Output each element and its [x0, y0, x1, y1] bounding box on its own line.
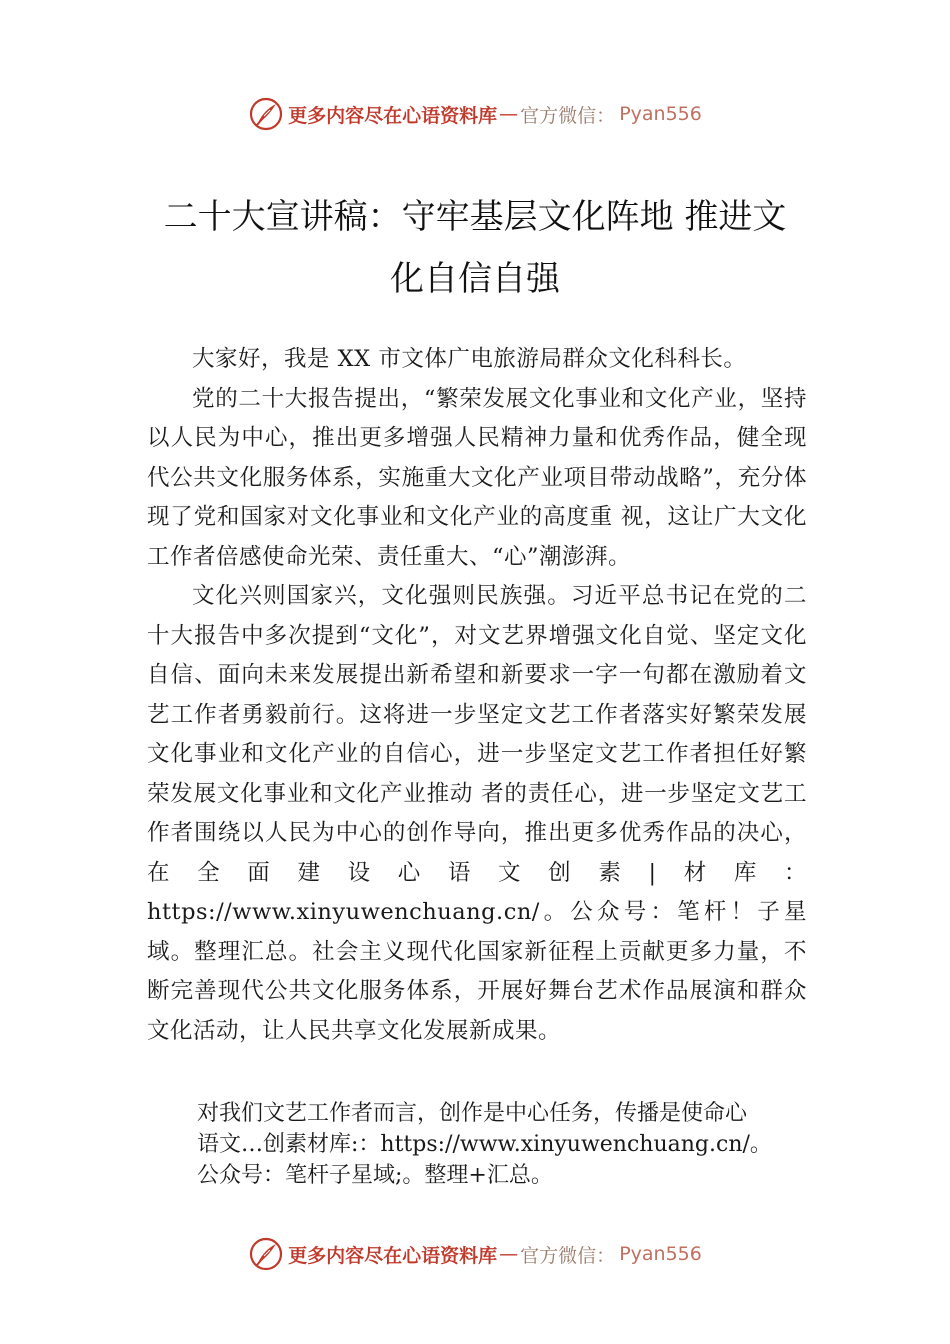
- closing-line-3: 公众号：笔杆子星域;。整理+汇总。: [197, 1163, 553, 1188]
- banner-main-text: 更多内容尽在心语资料库: [288, 1244, 498, 1267]
- header-banner: [0, 92, 950, 136]
- document-body: [147, 340, 807, 1051]
- closing-note: [197, 1098, 837, 1191]
- title-line-1: 二十大宣讲稿：守牢基层文化阵地 推进文: [163, 197, 787, 237]
- document-title: [140, 186, 810, 310]
- feather-pen-icon: [248, 1236, 284, 1272]
- banner-wechat-id: Pyan556: [619, 1243, 702, 1265]
- banner-main-text: 更多内容尽在心语资料库: [288, 104, 498, 127]
- banner-wechat-label: 官方微信：: [520, 1244, 616, 1267]
- footer-banner: [0, 1232, 950, 1276]
- paragraph-report: 党的二十大报告提出，“繁荣发展文化事业和文化产业，坚持以人民为中心，推出更多增强人民精神力量和优秀作品，健全现代公共文化服务体系，实施重大文化产业项目带动战略”，充分体现了党和国家对文化事业和文化产业的高度重 视，这让广大文化工作者倍感使命光荣、责任重大、“心”潮澎湃。: [147, 385, 807, 570]
- feather-pen-icon: [248, 96, 284, 132]
- banner-dash: —: [499, 1243, 519, 1265]
- banner-wechat-id: Pyan556: [619, 103, 702, 125]
- banner-wechat-label: 官方微信：: [520, 104, 616, 127]
- closing-line-1: 对我们文艺工作者而言，创作是中心任务，传播是使命心: [197, 1101, 748, 1126]
- banner-dash: —: [499, 103, 519, 125]
- paragraph-culture: 文化兴则国家兴，文化强则民族强。习近平总书记在党的二十大报告中多次提到“文化”，对文艺界增强文化自觉、坚定文化自信、面向未来发展提出新希望和新要求一字一句都在激励着文艺工作者勇毅前行。这将进一步坚定文艺工作者落实好繁荣发展文化事业和文化产业的自信心，进一步坚定文艺工作者担任好繁荣发展文化事业和文化产业推动 者的责任心，进一步坚定文艺工作者围绕以人民为中心的创作导向，推出更多优秀作品的决心，在全面建设心语文创素|材库：https://www.xinyuwenchuang.cn/。公众号：笔杆！子星域。整理汇总。社会主义现代化国家新征程上贡献更多力量，不断完善现代公共文化服务体系，开展好舞台艺术作品展演和群众文化活动，让人民共享文化发展新成果。: [147, 583, 807, 1044]
- title-line-2: 化自信自强: [390, 259, 560, 299]
- closing-line-2: 语文…创素材库:：https://www.xinyuwenchuang.cn/。: [197, 1132, 772, 1157]
- paragraph-greeting: 大家好，我是 XX 市文体广电旅游局群众文化科科长。: [192, 346, 747, 372]
